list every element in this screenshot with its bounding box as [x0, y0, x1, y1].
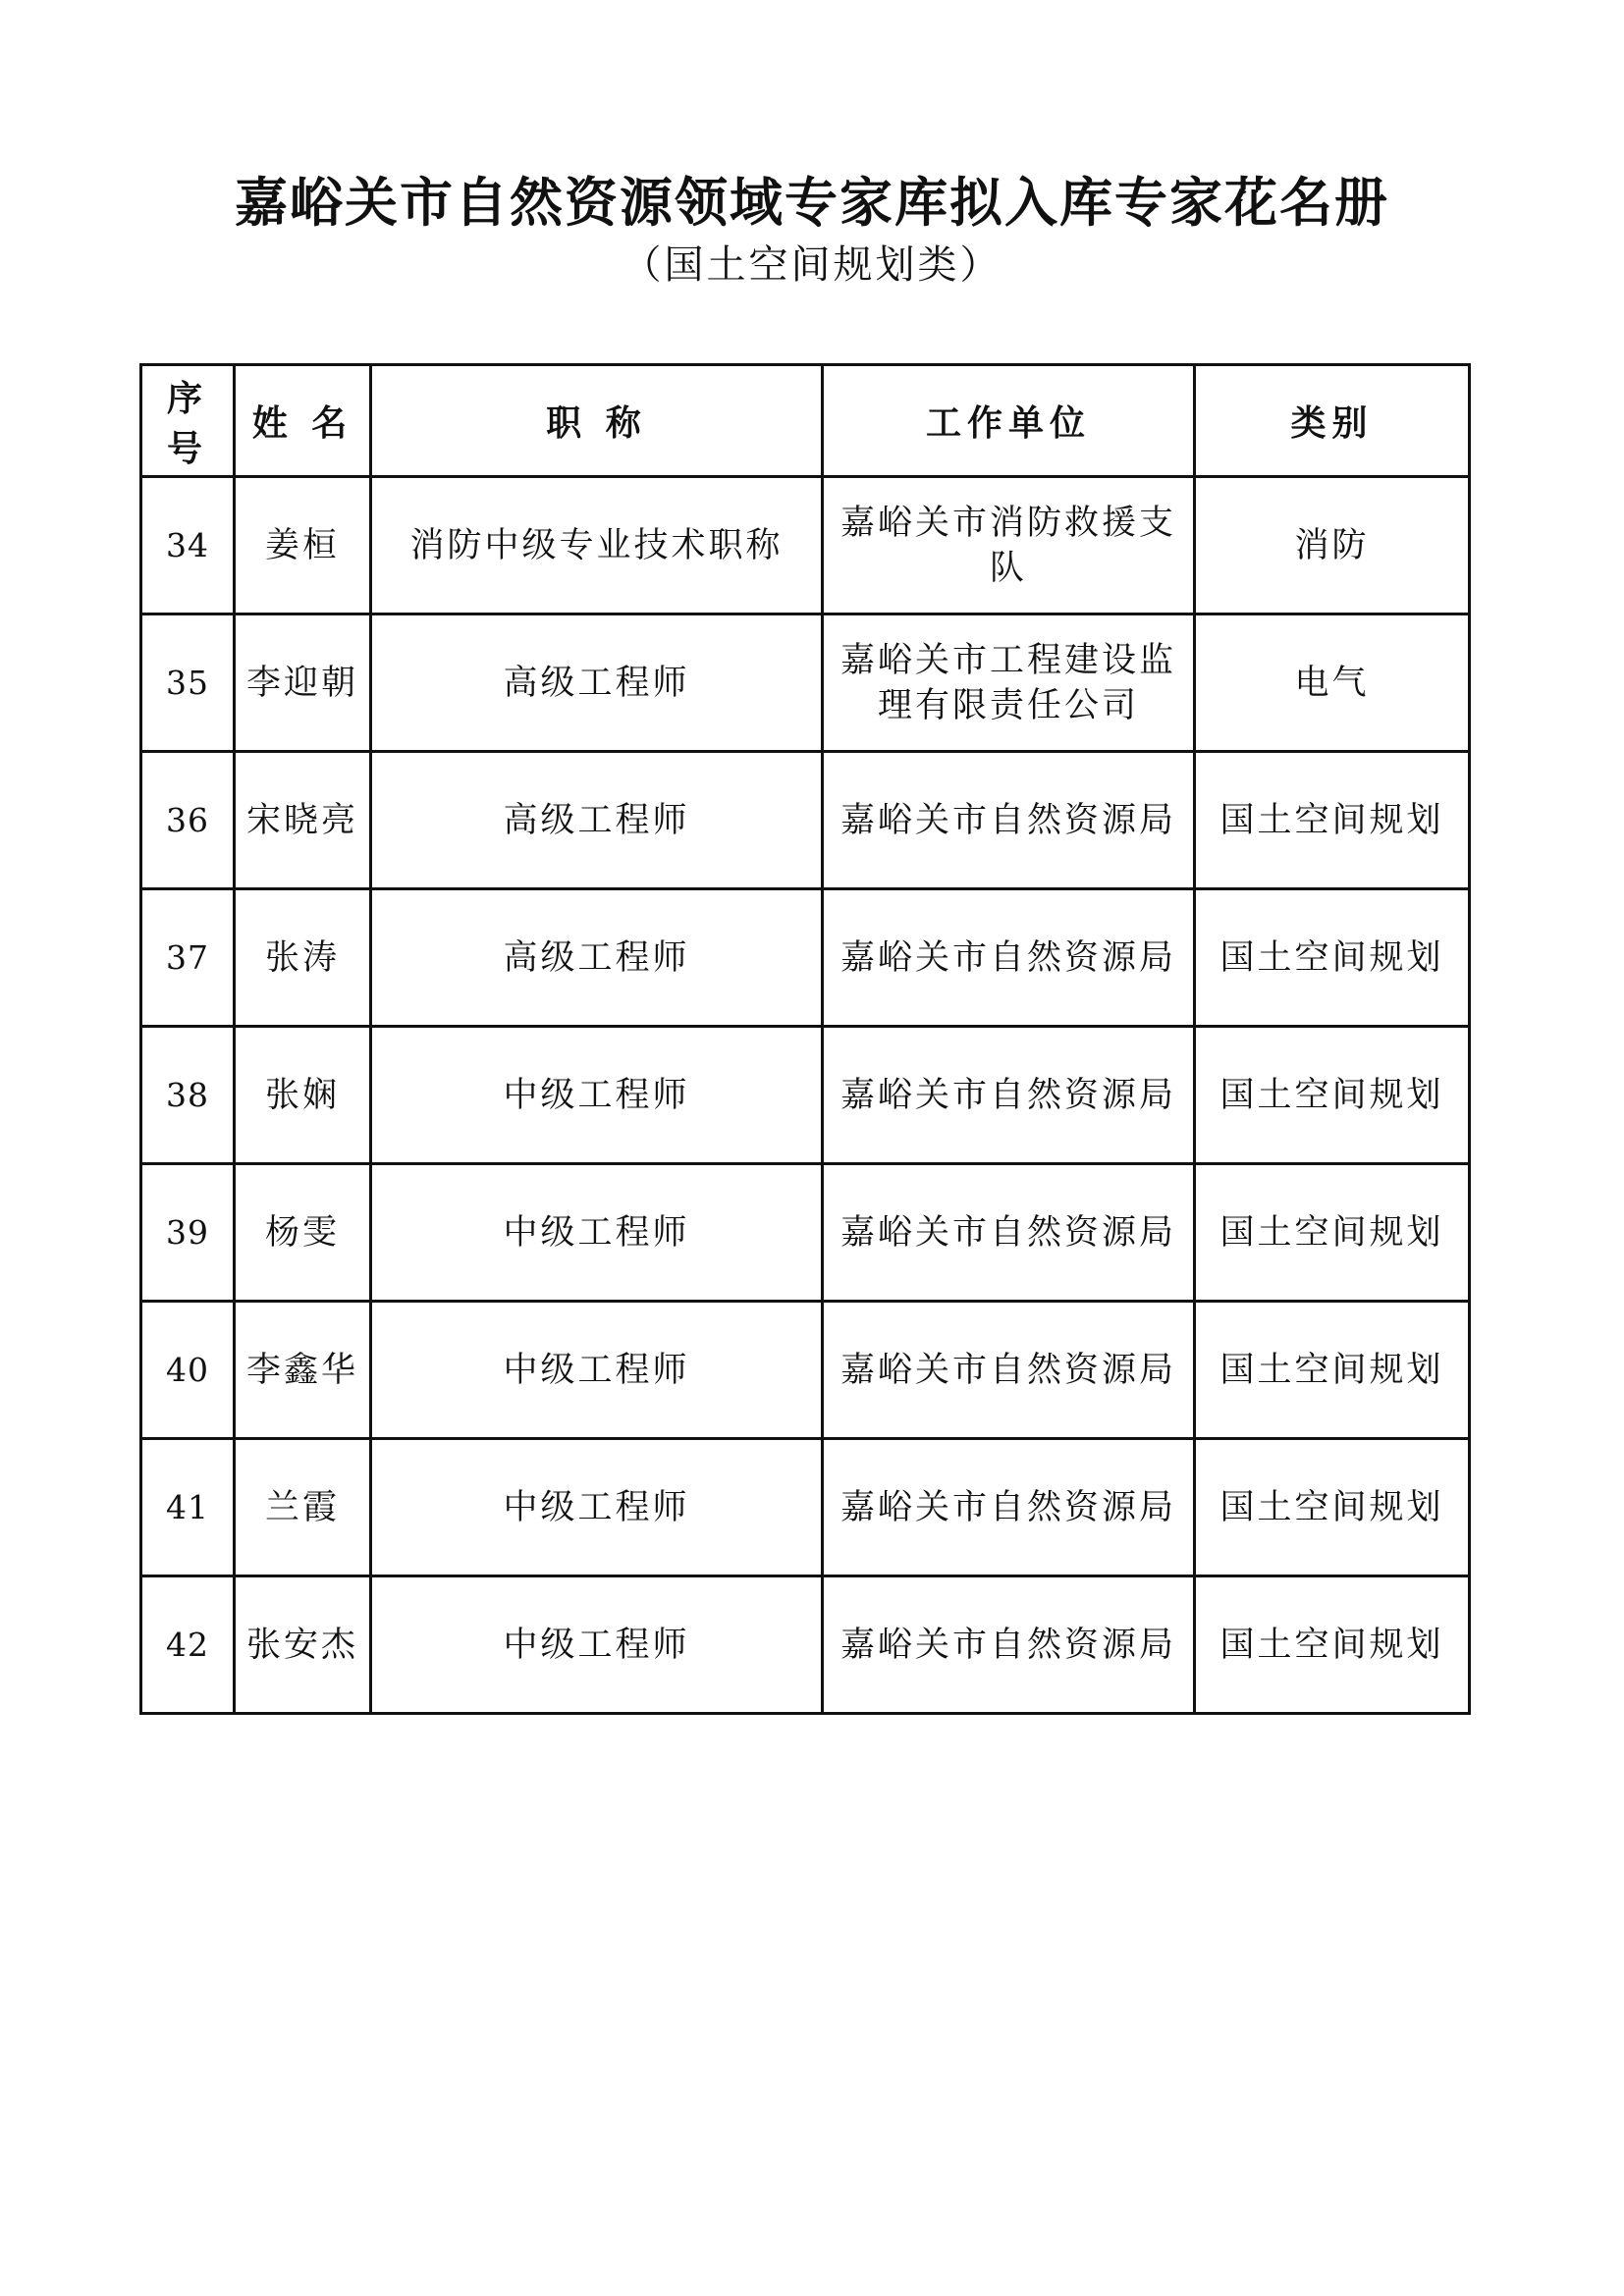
cell-category: 国土空间规划	[1195, 752, 1470, 889]
cell-unit: 嘉峪关市自然资源局	[823, 752, 1195, 889]
cell-category: 国土空间规划	[1195, 1164, 1470, 1302]
table-row	[141, 1027, 1470, 1164]
cell-unit: 嘉峪关市自然资源局	[823, 1576, 1195, 1714]
cell-category: 电气	[1195, 614, 1470, 752]
header-name: 姓 名	[235, 365, 371, 477]
table-header-row	[141, 365, 1470, 477]
cell-no: 41	[141, 1439, 235, 1576]
cell-title: 高级工程师	[371, 752, 823, 889]
cell-title: 高级工程师	[371, 614, 823, 752]
cell-no: 39	[141, 1164, 235, 1302]
cell-category: 国土空间规划	[1195, 1027, 1470, 1164]
cell-unit: 嘉峪关市自然资源局	[823, 889, 1195, 1027]
cell-title: 中级工程师	[371, 1164, 823, 1302]
table-row	[141, 1576, 1470, 1714]
document-subtitle: （国土空间规划类）	[622, 242, 1002, 288]
table-row	[141, 752, 1470, 889]
cell-name: 杨雯	[235, 1164, 371, 1302]
cell-unit: 嘉峪关市消防救援支队	[823, 477, 1195, 614]
cell-unit: 嘉峪关市工程建设监理有限责任公司	[823, 614, 1195, 752]
cell-name: 张涛	[235, 889, 371, 1027]
cell-category: 国土空间规划	[1195, 1576, 1470, 1714]
cell-name: 兰霞	[235, 1439, 371, 1576]
cell-category: 国土空间规划	[1195, 1439, 1470, 1576]
header-category: 类别	[1195, 365, 1470, 477]
cell-title: 中级工程师	[371, 1439, 823, 1576]
table-row	[141, 1302, 1470, 1439]
cell-no: 42	[141, 1576, 235, 1714]
cell-name: 李迎朝	[235, 614, 371, 752]
table-row	[141, 889, 1470, 1027]
cell-no: 36	[141, 752, 235, 889]
table-row	[141, 477, 1470, 614]
cell-title: 中级工程师	[371, 1576, 823, 1714]
cell-unit: 嘉峪关市自然资源局	[823, 1164, 1195, 1302]
cell-name: 张安杰	[235, 1576, 371, 1714]
cell-name: 姜桓	[235, 477, 371, 614]
cell-no: 35	[141, 614, 235, 752]
cell-unit: 嘉峪关市自然资源局	[823, 1439, 1195, 1576]
document-title: 嘉峪关市自然资源领域专家库拟入库专家花名册	[235, 172, 1389, 234]
table-row	[141, 1439, 1470, 1576]
cell-category: 消防	[1195, 477, 1470, 614]
table-row	[141, 1164, 1470, 1302]
cell-category: 国土空间规划	[1195, 1302, 1470, 1439]
header-no: 序号	[141, 365, 235, 477]
expert-roster-table	[139, 363, 1471, 1715]
cell-title: 消防中级专业技术职称	[371, 477, 823, 614]
cell-no: 34	[141, 477, 235, 614]
header-unit: 工作单位	[823, 365, 1195, 477]
header-title: 职 称	[371, 365, 823, 477]
cell-category: 国土空间规划	[1195, 889, 1470, 1027]
cell-title: 高级工程师	[371, 889, 823, 1027]
cell-unit: 嘉峪关市自然资源局	[823, 1027, 1195, 1164]
cell-name: 李鑫华	[235, 1302, 371, 1439]
cell-title: 中级工程师	[371, 1302, 823, 1439]
cell-title: 中级工程师	[371, 1027, 823, 1164]
cell-no: 40	[141, 1302, 235, 1439]
cell-unit: 嘉峪关市自然资源局	[823, 1302, 1195, 1439]
cell-no: 38	[141, 1027, 235, 1164]
cell-no: 37	[141, 889, 235, 1027]
cell-name: 张娴	[235, 1027, 371, 1164]
cell-name: 宋晓亮	[235, 752, 371, 889]
table-row	[141, 614, 1470, 752]
